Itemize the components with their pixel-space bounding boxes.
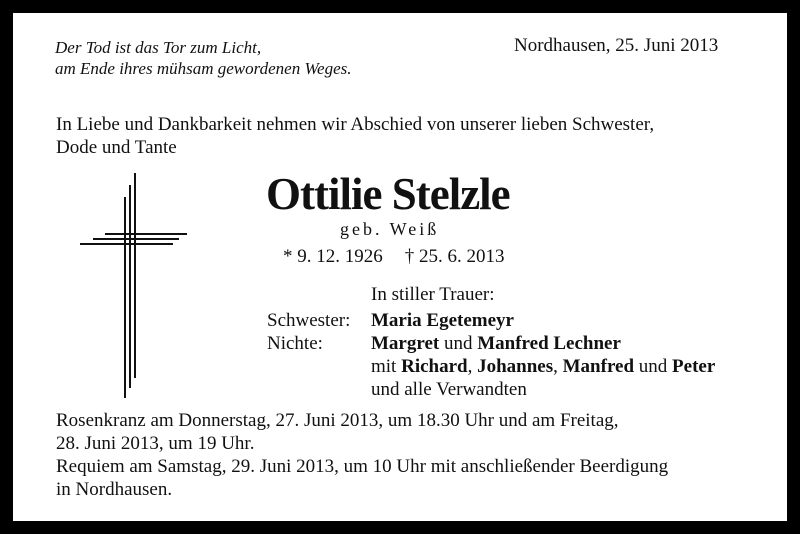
niece-and: und [443, 333, 473, 354]
child-sep-1: , [467, 356, 473, 377]
place-date: Nordhausen, 25. Juni 2013 [514, 35, 719, 56]
birth-date: * 9. 12. 1926 [283, 246, 383, 267]
child-sep-2: , [553, 356, 558, 377]
mourning-heading: In stiller Trauer: [371, 284, 495, 305]
sister-name: Maria Egetemeyr [371, 310, 514, 331]
service-line-4: in Nordhausen. [56, 479, 173, 500]
death-date: † 25. 6. 2013 [404, 246, 505, 267]
children-and: und [638, 356, 668, 377]
service-line-2: 28. Juni 2013, um 19 Uhr. [56, 433, 255, 454]
motto-quote [55, 37, 352, 79]
motto-line-1: Der Tod ist das Tor zum Licht, [55, 38, 262, 57]
service-line-1: Rosenkranz am Donnerstag, 27. Juni 2013, um 18.30 Uhr und am Freitag, [56, 410, 619, 431]
obituary-card [13, 13, 787, 521]
deceased-name: Ottilie Stelzle [266, 169, 510, 219]
niece-label: Nichte: [267, 333, 323, 354]
relatives-line: und alle Verwandten [371, 379, 527, 400]
life-dates [283, 246, 505, 268]
child-name-1: Richard [401, 356, 468, 377]
child-name-4: Peter [672, 356, 716, 377]
niece-line [371, 332, 621, 355]
children-line [371, 355, 715, 378]
sister-label: Schwester: [267, 310, 351, 331]
motto-line-2: am Ende ihres mühsam gewordenen Weges. [55, 59, 352, 78]
niece-name-2: Manfred Lechner [477, 333, 621, 354]
intro-line-2: Dode und Tante [56, 137, 177, 158]
child-name-2: Johannes [477, 356, 554, 377]
child-name-3: Manfred [562, 356, 635, 377]
children-prefix: mit [371, 356, 397, 377]
service-info [56, 409, 668, 501]
intro-line-1: In Liebe und Dankbarkeit nehmen wir Abschied von unserer lieben Schwester, [56, 114, 655, 135]
service-line-3: Requiem am Samstag, 29. Juni 2013, um 10 Uhr mit anschließender Beerdigung [56, 456, 669, 477]
intro-text [56, 113, 654, 159]
cross-icon [75, 173, 195, 403]
birth-name: geb. Weiß [340, 219, 440, 239]
niece-name-1: Margret [371, 333, 440, 354]
